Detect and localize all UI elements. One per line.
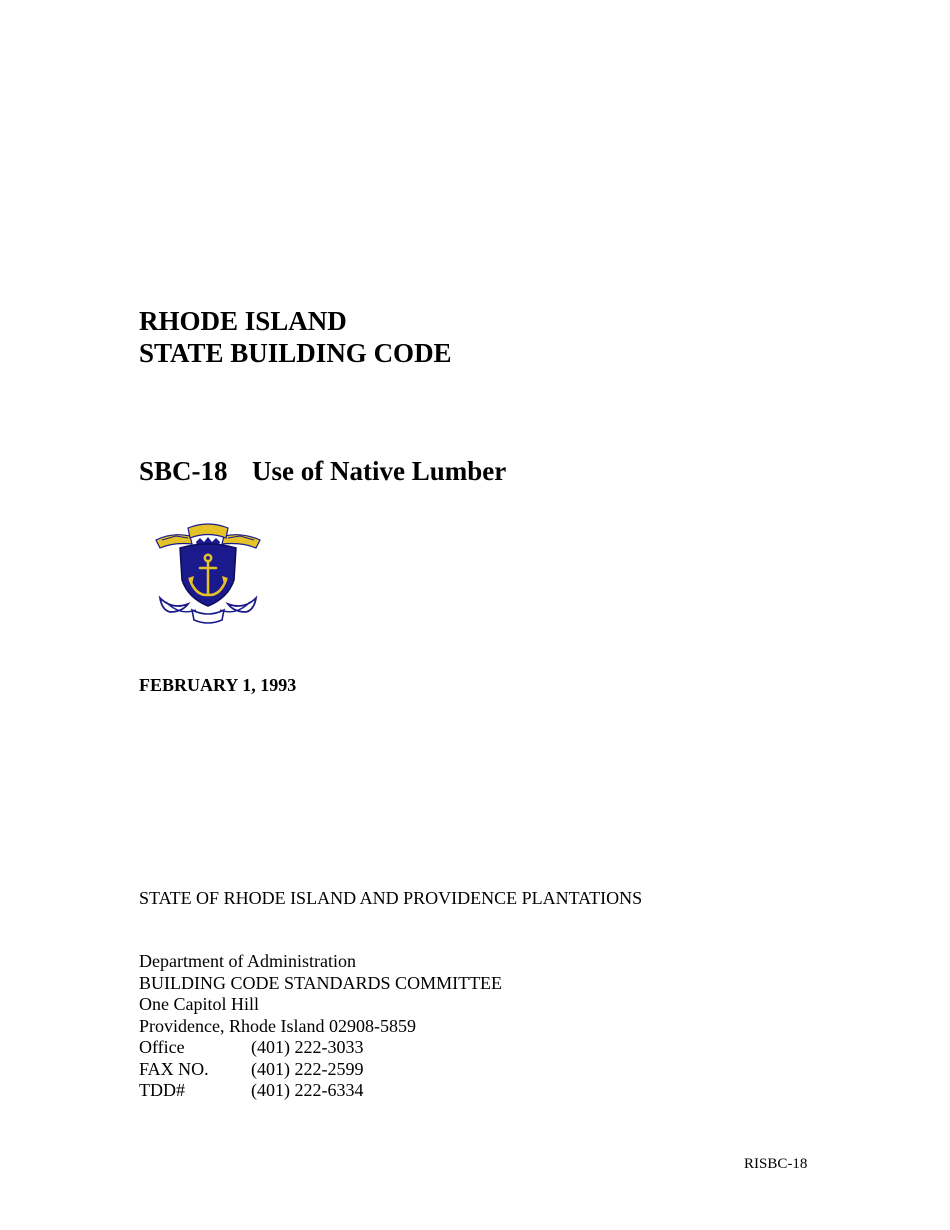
department-name: Department of Administration — [139, 951, 356, 971]
contact-row-office — [139, 1037, 502, 1059]
contact-row-tdd — [139, 1080, 502, 1102]
city-state-zip: Providence, Rhode Island 02908-5859 — [139, 1015, 416, 1036]
street-address: One Capitol Hill — [139, 994, 259, 1014]
code-number: SBC-18 — [139, 456, 228, 486]
contact-value: (401) 222-2599 — [251, 1058, 364, 1079]
contact-row-fax — [139, 1059, 502, 1081]
code-name: Use of Native Lumber — [252, 456, 507, 486]
contact-address-block — [139, 951, 502, 1102]
contact-label: FAX NO. — [139, 1058, 209, 1079]
contact-label: Office — [139, 1037, 185, 1057]
publication-date: FEBRUARY 1, 1993 — [139, 675, 297, 695]
document-id: RISBC-18 — [744, 1156, 808, 1172]
contact-value: (401) 222-6334 — [251, 1080, 364, 1100]
contact-label: TDD# — [139, 1080, 185, 1100]
document-title-line-2: STATE BUILDING CODE — [139, 338, 452, 368]
code-subtitle — [139, 455, 506, 487]
state-seal-logo — [152, 518, 264, 624]
contact-value: (401) 222-3033 — [251, 1037, 364, 1057]
document-title-line-1: RHODE ISLAND — [139, 306, 347, 336]
state-full-name: STATE OF RHODE ISLAND AND PROVIDENCE PLANTATIONS — [139, 888, 643, 908]
committee-name: BUILDING CODE STANDARDS COMMITTEE — [139, 972, 503, 993]
